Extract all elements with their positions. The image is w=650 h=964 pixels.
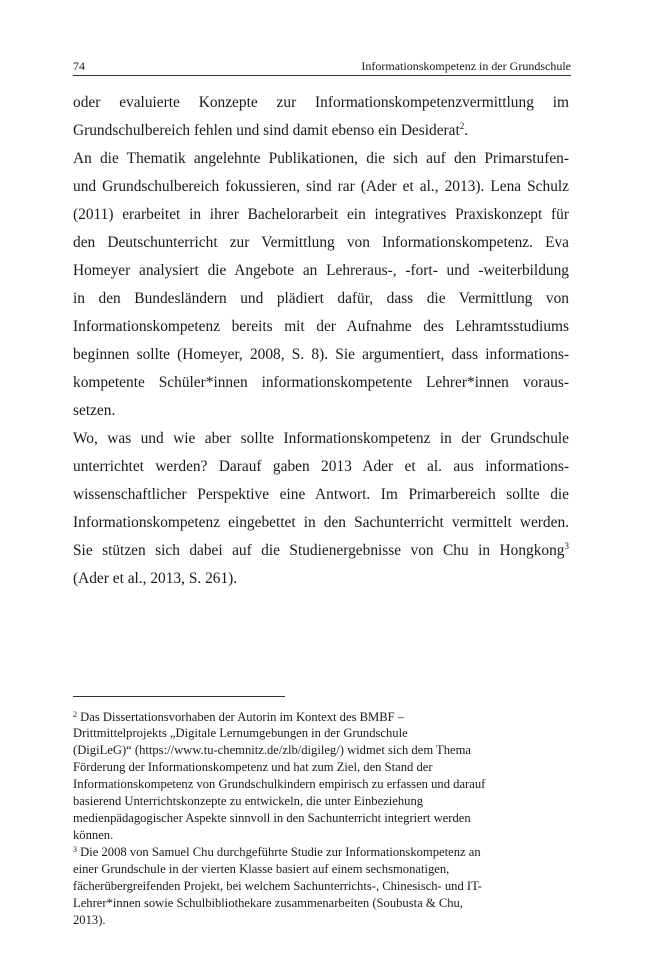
body-line: setzen. [73, 402, 116, 419]
body-line: (2011) erarbeitet in ihrer Bachelorarbeit ein integratives Praxiskonzept für [73, 206, 569, 223]
footnote-line: (DigiLeG)“ (https://www.tu-chemnitz.de/zlb/digileg/) widmet sich dem Thema [73, 743, 472, 757]
footnote-line: basierend Unterrichtskonzepte zu entwickeln, die unter Einbeziehung [73, 794, 424, 808]
footnote-line: medienpädagogischer Aspekte sinnvoll in den Sachunterricht integriert werden [73, 811, 471, 825]
footnote-number: 2 [73, 710, 77, 719]
body-line: wissenschaftlicher Perspektive eine Antwort. Im Primarbereich sollte die [73, 486, 569, 503]
footnote-line: 2013). [73, 913, 106, 927]
running-title: Informationskompetenz in der Grundschule [361, 59, 571, 73]
body-line: Grundschulbereich fehlen und sind damit ebenso ein Desiderat$^2$. [73, 121, 469, 139]
body-line: in den Bundesländern und plädiert dafür, dass die Vermittlung von [73, 290, 569, 307]
body-line: Informationskompetenz bereits mit der Aufnahme des Lehramtsstudiums [73, 318, 569, 335]
body-line: An die Thematik angelehnte Publikationen, die sich auf den Primarstufen- [73, 150, 569, 167]
body-line: Sie stützen sich dabei auf die Studienergebnisse von Chu in Hongkong$^3$ [73, 541, 569, 559]
body-line: beginnen sollte (Homeyer, 2008, S. 8). Sie argumentiert, dass informations- [73, 346, 569, 363]
footnote-line: können. [73, 828, 114, 842]
footnote-ref[interactable]: 2 [459, 121, 465, 131]
page-number: 74 [73, 59, 85, 73]
footnote-line: Förderung der Informationskompetenz und hat zum Ziel, den Stand der [73, 760, 433, 774]
footnote-line: einer Grundschule in der vierten Klasse basiert auf einem sechsmonatigen, [73, 862, 450, 876]
running-header [73, 58, 571, 76]
footnote-number: 3 [73, 845, 77, 854]
footnote-line: Lehrer*innen sowie Schulbibliothekare zusammenarbeiten (Soubusta & Chu, [73, 896, 463, 910]
footnote-line: $^3$ Die 2008 von Samuel Chu durchgeführte Studie zur Informationskompetenz an [73, 845, 481, 859]
body-line: Homeyer analysiert die Angebote an Lehreraus-, -fort- und -weiterbildung [73, 262, 569, 279]
body-line: und Grundschulbereich fokussieren, sind rar (Ader et al., 2013). Lena Schulz [73, 178, 569, 195]
body-line: den Deutschunterricht zur Vermittlung von Informationskompetenz. Eva [73, 234, 569, 251]
body-line: Wo, was und wie aber sollte Informationskompetenz in der Grundschule [73, 430, 569, 447]
body-line: oder evaluierte Konzepte zur Informationskompetenzvermittlung im [73, 94, 569, 111]
body-line: Informationskompetenz eingebettet in den Sachunterricht vermittelt werden. [73, 514, 569, 531]
footnote-line: fächerübergreifenden Projekt, bei welchem Sachunterrichts-, Chinesisch- und IT- [73, 879, 482, 893]
footnote-ref[interactable]: 3 [564, 541, 569, 551]
body-line: kompetente Schüler*innen informationskompetente Lehrer*innen voraus- [73, 374, 569, 391]
footnote-line: Informationskompetenz von Grundschulkindern empirisch zu erfassen und darauf [73, 777, 486, 791]
body-line: unterrichtet werden? Darauf gaben 2013 Ader et al. aus informations- [73, 458, 569, 475]
footnote-line: Drittmittelprojekts „Digitale Lernumgebungen in der Grundschule [73, 726, 408, 740]
body-line: (Ader et al., 2013, S. 261). [73, 570, 238, 587]
footnote-line: $^2$ Das Dissertationsvorhaben der Autorin im Kontext des BMBF – [73, 710, 405, 724]
footnote-separator [73, 696, 285, 697]
